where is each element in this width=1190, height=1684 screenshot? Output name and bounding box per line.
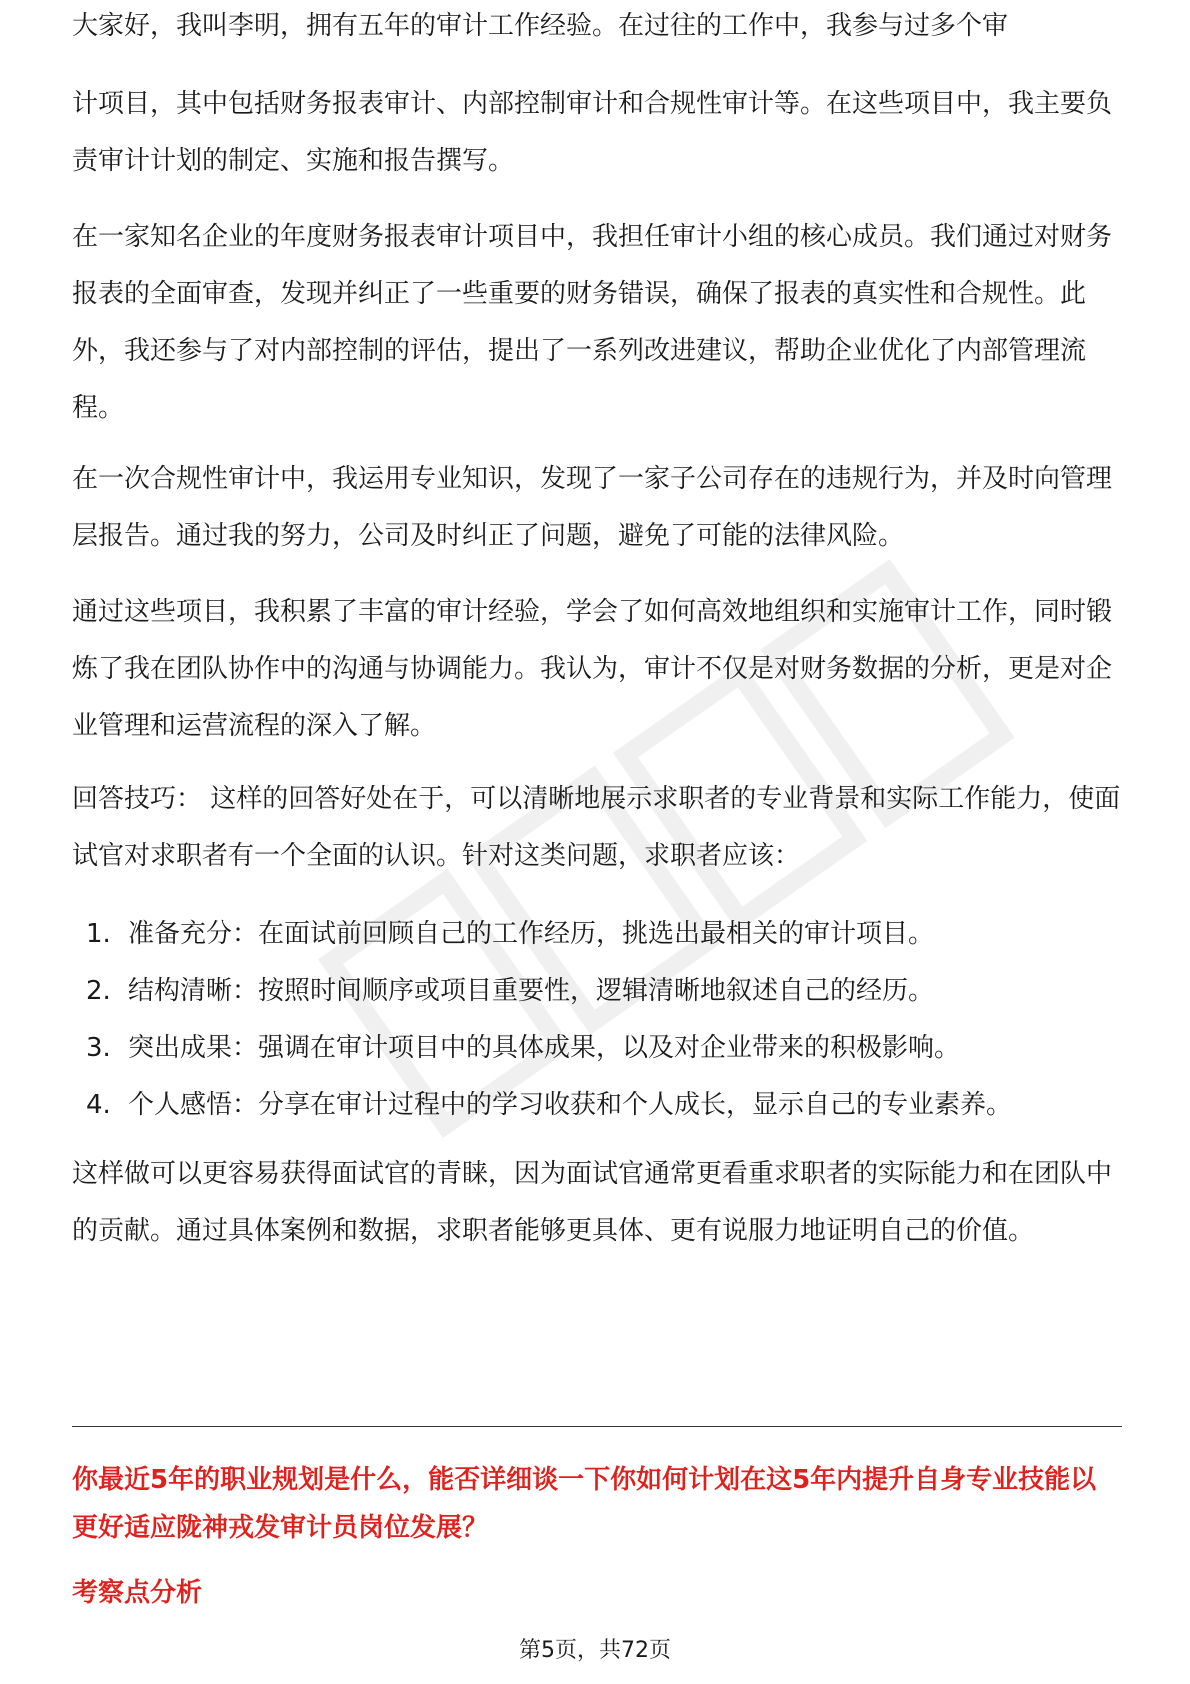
tips-list-block <box>72 906 1122 1134</box>
tips-list <box>72 906 1122 1134</box>
paragraph-1-block <box>72 209 1122 437</box>
list-item-text: 准备充分：在面试前回顾自己的工作经历，挑选出最相关的审计项目。 <box>128 919 935 949</box>
top-fragment-line: 大家好，我叫李明，拥有五年的审计工作经验。在过往的工作中，我参与过多个审 <box>72 11 1009 41</box>
closing-paragraph: 这样做可以更容易获得面试官的青睐，因为面试官通常更看重求职者的实际能力和在团队中的贡献。通过具体案例和数据，求职者能够更具体、更有说服力地证明自己的价值。 <box>72 1159 1113 1246</box>
list-item <box>72 1077 1122 1134</box>
list-item-text: 结构清晰：按照时间顺序或项目重要性，逻辑清晰地叙述自己的经历。 <box>128 976 935 1006</box>
list-item-number: 2. <box>86 976 111 1006</box>
list-item-number: 4. <box>86 1090 111 1120</box>
paragraph-3: 通过这些项目，我积累了丰富的审计经验，学会了如何高效地组织和实施审计工作，同时锻炼了我在团队协作中的沟通与协调能力。我认为，审计不仅是对财务数据的分析，更是对企业管理和运营流程的深入了解。 <box>72 597 1113 741</box>
answer-tips-intro: 回答技巧： 这样的回答好处在于，可以清晰地展示求职者的专业背景和实际工作能力，使面试官对求职者有一个全面的认识。针对这类问题，求职者应该： <box>72 784 1121 871</box>
closing-block <box>72 1146 1122 1260</box>
top-paragraph-rest <box>72 76 1122 190</box>
list-item-number: 1. <box>86 919 111 949</box>
paragraph-2: 在一次合规性审计中，我运用专业知识，发现了一家子公司存在的违规行为，并及时向管理层报告。通过我的努力，公司及时纠正了问题，避免了可能的法律风险。 <box>72 464 1113 551</box>
section-heading: 考察点分析 <box>72 1578 203 1608</box>
list-item-text: 个人感悟：分享在审计过程中的学习收获和个人成长，显示自己的专业素养。 <box>128 1090 1013 1120</box>
answer-tips-block <box>72 771 1122 885</box>
paragraph-2-block <box>72 451 1122 565</box>
list-item <box>72 906 1122 963</box>
paragraph-3-block <box>72 584 1122 755</box>
paragraph-1: 在一家知名企业的年度财务报表审计项目中，我担任审计小组的核心成员。我们通过对财务报表的全面审查，发现并纠正了一些重要的财务错误，确保了报表的真实性和合规性。此外，我还参与了对内部控制的评估，提出了一系列改进建议，帮助企业优化了内部管理流程。 <box>72 222 1113 423</box>
top-paragraph-rest-text: 计项目，其中包括财务报表审计、内部控制审计和合规性审计等。在这些项目中，我主要负责审计计划的制定、实施和报告撰写。 <box>72 89 1113 176</box>
section-divider <box>72 1426 1122 1427</box>
body-content <box>72 30 1122 59</box>
page-footer: 第5页，共72页 <box>519 1638 671 1663</box>
list-item <box>72 963 1122 1020</box>
interview-question: 你最近5年的职业规划是什么，能否详细谈一下你如何计划在这5年内提升自身专业技能以更好适应陇神戎发审计员岗位发展？ <box>72 1465 1097 1543</box>
list-item-number: 3. <box>86 1033 111 1063</box>
list-item <box>72 1020 1122 1077</box>
list-item-text: 突出成果：强调在审计项目中的具体成果，以及对企业带来的积极影响。 <box>128 1033 961 1063</box>
